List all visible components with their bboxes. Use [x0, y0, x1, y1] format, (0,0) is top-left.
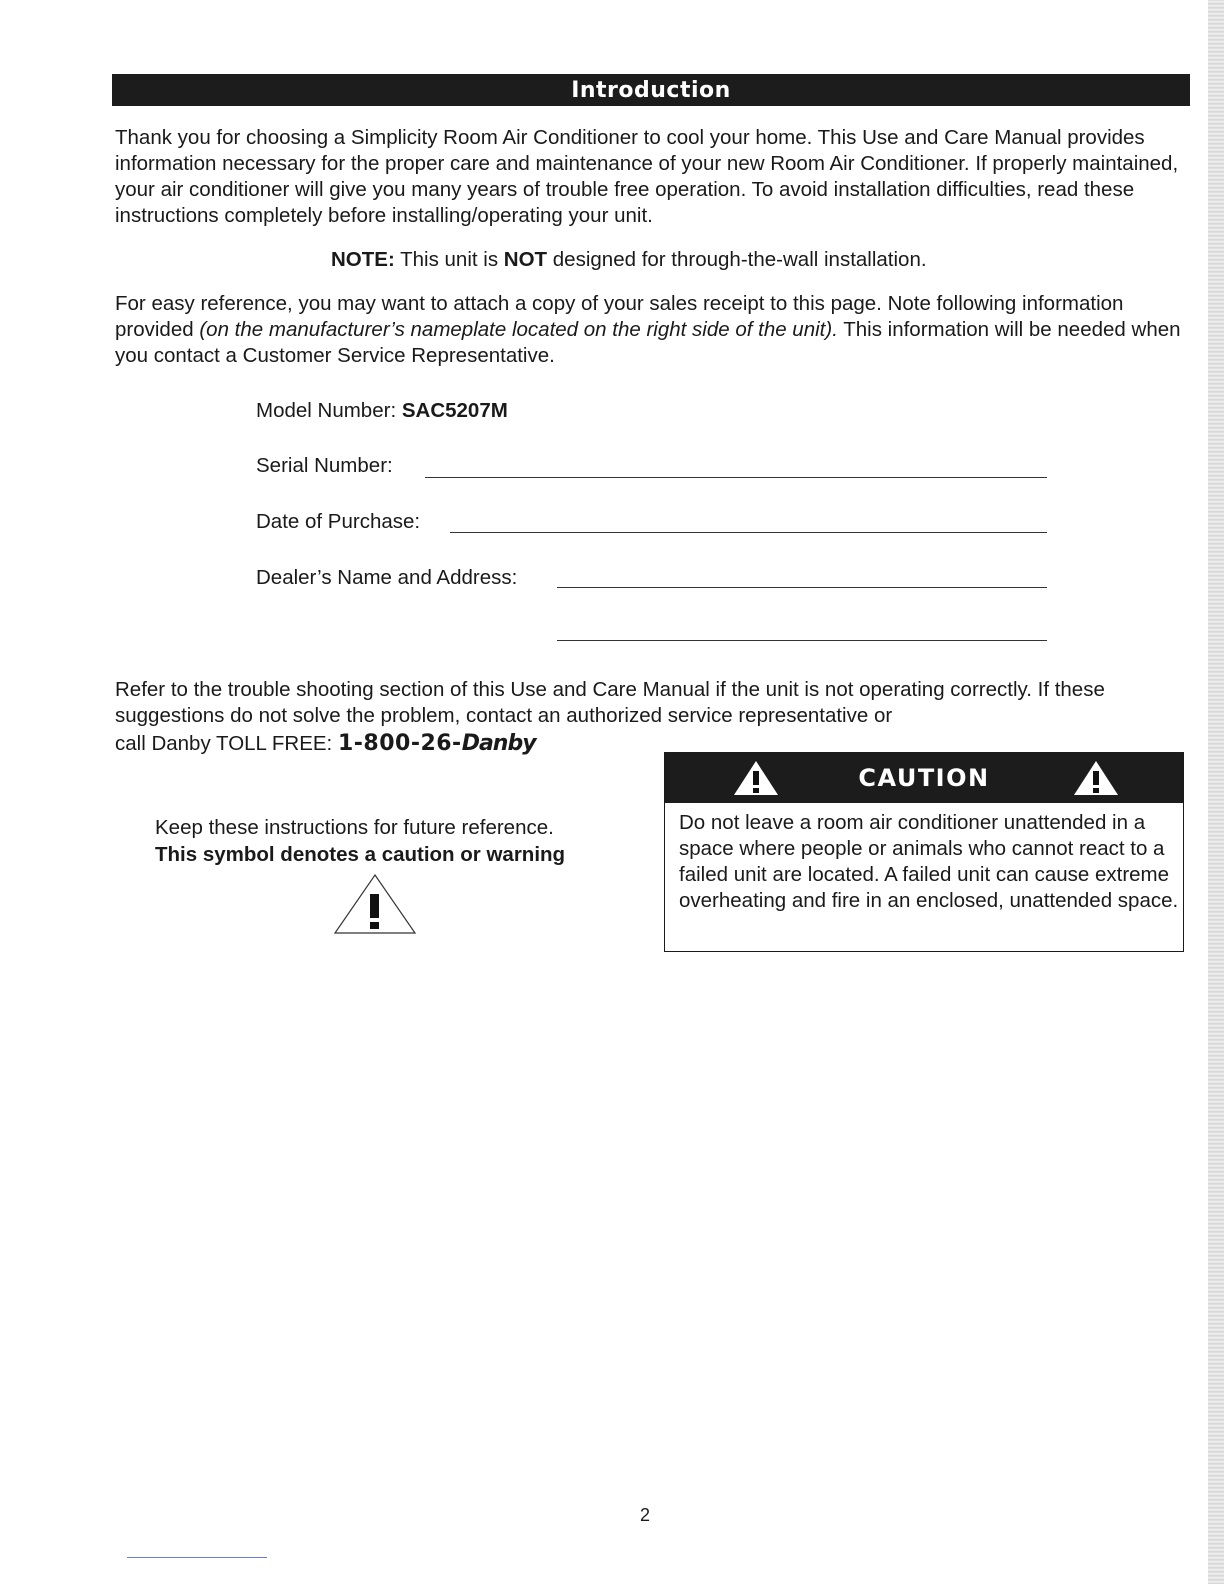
footer-rule: [127, 1557, 267, 1558]
date-of-purchase-label: Date of Purchase:: [256, 510, 421, 533]
support-paragraph: Refer to the trouble shooting section of this Use and Care Manual if the unit is not operating correctly. If these suggestions do not solve the problem, contact an authorized service representative or: [115, 678, 1105, 727]
phone-number: 1-800-26-: [337, 731, 462, 756]
caution-box: [664, 752, 1184, 952]
note-emphasis: NOT: [503, 248, 548, 271]
symbol-note-text: This symbol denotes a caution or warning: [155, 843, 566, 866]
dealer-name-label: Dealer’s Name and Address:: [256, 566, 518, 589]
caution-header: [665, 753, 1183, 803]
note-line: [331, 247, 927, 273]
dealer-address-line: [557, 640, 1047, 641]
caution-text: Do not leave a room air conditioner unattended in a space where people or animals who cannot react to a failed unit are located. A failed unit can cause extreme overheating and fire in an enclosed, unattended space.: [679, 811, 1179, 912]
note-text-before: This unit is: [400, 248, 499, 271]
scan-edge: [1208, 0, 1224, 1584]
model-number-label: Model Number:: [256, 399, 397, 422]
reference-text-after: This information will be needed when you contact a Customer Service Representative.: [115, 318, 1181, 367]
page-number: 2: [639, 1505, 650, 1525]
keep-instructions-text: Keep these instructions for future reference.: [155, 816, 554, 839]
reference-text-before: For easy reference, you may want to attach a copy of your sales receipt to this page. Note following information provided: [115, 292, 1124, 341]
model-number-row: [256, 398, 508, 424]
section-title: Introduction: [571, 78, 731, 103]
intro-paragraph: Thank you for choosing a Simplicity Room Air Conditioner to cool your home. This Use and Care Manual provides information necessary for the proper care and maintenance of your new Room Air Conditioner. If properly maintained, your air conditioner will give you many years of trouble free operation. To avoid installation difficulties, read these instructions completely before installing/operating your unit.: [115, 126, 1179, 227]
note-label: NOTE:: [331, 248, 395, 271]
serial-number-label: Serial Number:: [256, 454, 393, 477]
caution-right-warning-icon: [1073, 760, 1119, 796]
reference-paragraph: [115, 291, 1190, 369]
warning-triangle-icon: [333, 873, 417, 935]
dealer-name-line: [557, 587, 1047, 588]
caution-title: CAUTION: [858, 764, 990, 792]
toll-free-label: call Danby TOLL FREE:: [115, 732, 333, 755]
note-text-after: designed for through-the-wall installation.: [552, 248, 927, 271]
model-number-value: SAC5207M: [401, 399, 508, 422]
toll-free-line: [115, 731, 536, 757]
serial-number-line: [425, 477, 1047, 478]
reference-text-italic: (on the manufacturer’s nameplate located on the right side of the unit).: [199, 318, 838, 341]
date-of-purchase-line: [450, 532, 1047, 533]
danby-logo: Danby: [461, 731, 536, 756]
section-header-bar: [112, 74, 1190, 106]
